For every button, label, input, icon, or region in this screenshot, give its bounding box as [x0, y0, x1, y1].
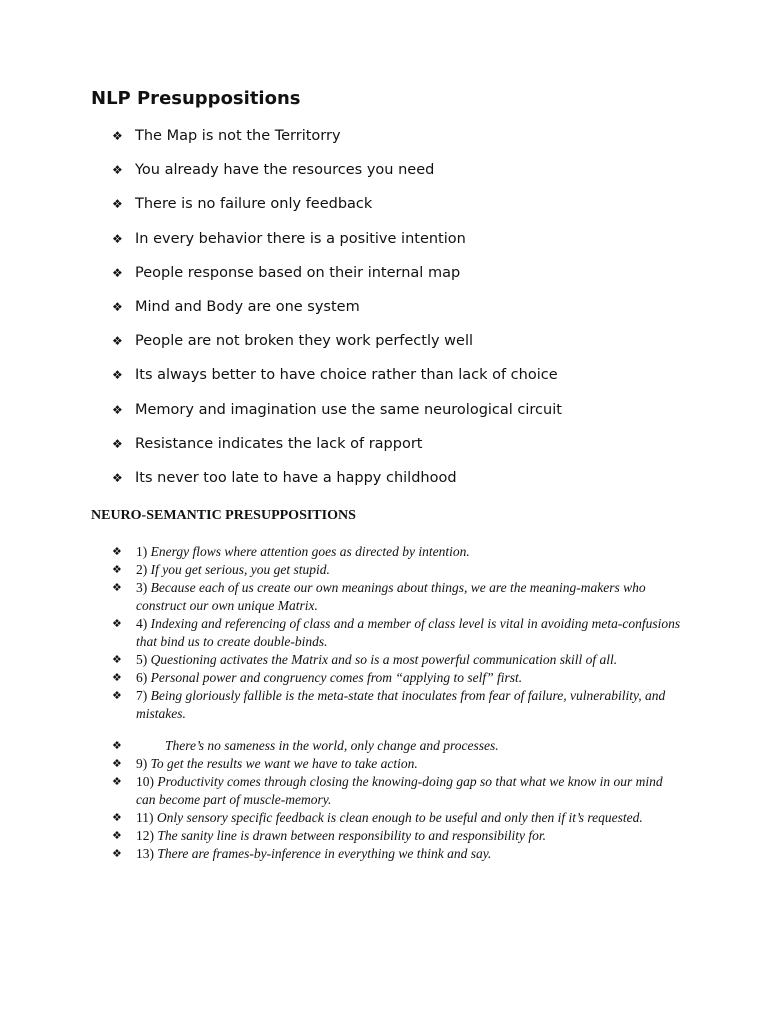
diamond-bullet-icon: ❖: [112, 545, 122, 558]
list-item-text: In every behavior there is a positive intention: [135, 230, 466, 247]
diamond-bullet-icon: ❖: [112, 653, 122, 666]
list-item: [112, 579, 682, 615]
list-item-text: Questioning activates the Matrix and so is a most powerful communication skill of all.: [150, 652, 618, 667]
item-number: 10): [136, 774, 158, 789]
diamond-bullet-icon: ❖: [112, 739, 122, 752]
list-item: [112, 543, 682, 561]
list-item: [112, 126, 732, 160]
diamond-bullet-icon: ❖: [112, 470, 123, 485]
list-item: [112, 687, 682, 723]
diamond-bullet-icon: ❖: [112, 811, 122, 824]
diamond-bullet-icon: ❖: [112, 197, 123, 212]
list-item: [112, 737, 682, 755]
item-number: 11): [136, 810, 157, 825]
list-item: [112, 400, 732, 434]
list-item-text: To get the results we want we have to take action.: [150, 756, 418, 771]
item-number: 13): [136, 846, 158, 861]
nlp-presuppositions-list: [112, 126, 732, 502]
diamond-bullet-icon: ❖: [112, 671, 122, 684]
list-item: [112, 755, 682, 773]
list-item: [112, 263, 732, 297]
diamond-bullet-icon: ❖: [112, 689, 122, 702]
list-item: [112, 468, 732, 502]
list-item-text: Because each of us create our own meanings about things, we are the meaning-makers who construct our own unique Matrix.: [136, 580, 646, 613]
list-item: [112, 845, 682, 863]
list-item: [112, 194, 732, 228]
list-item-text: Energy flows where attention goes as directed by intention.: [150, 544, 470, 559]
list-item: [112, 669, 682, 687]
list-item: [112, 651, 682, 669]
list-item-text: The sanity line is drawn between responsibility to and responsibility for.: [157, 828, 546, 843]
list-item: [112, 331, 732, 365]
list-item: [112, 297, 732, 331]
list-item: [112, 365, 732, 399]
item-number: 12): [136, 828, 158, 843]
list-item-text: Personal power and congruency comes from “applying to self” first.: [150, 670, 523, 685]
list-item-text: There’s no sameness in the world, only change and processes.: [165, 738, 499, 753]
item-number: 9): [136, 756, 151, 771]
list-item-text: The Map is not the Territorry: [135, 128, 341, 144]
diamond-bullet-icon: ❖: [112, 299, 123, 314]
diamond-bullet-icon: ❖: [112, 436, 123, 451]
list-item-text: People are not broken they work perfectly well: [135, 333, 474, 350]
list-item-text: Its never too late to have a happy childhood: [135, 469, 457, 486]
list-item: [112, 160, 732, 194]
diamond-bullet-icon: ❖: [112, 231, 123, 246]
list-item-text: Productivity comes through closing the knowing-doing gap so that what we know in our mind can become part of muscle-memory.: [136, 774, 663, 807]
list-item: [112, 809, 682, 827]
diamond-bullet-icon: ❖: [112, 847, 122, 860]
list-item: [112, 229, 732, 263]
list-item-text: Memory and imagination use the same neurological circuit: [135, 401, 562, 418]
list-item: [112, 434, 732, 468]
diamond-bullet-icon: ❖: [112, 368, 123, 383]
nlp-heading: NLP Presuppositions: [91, 88, 301, 109]
list-item: [112, 773, 682, 809]
diamond-bullet-icon: ❖: [112, 163, 123, 178]
list-item-text: There is no failure only feedback: [135, 196, 373, 213]
list-item-text: If you get serious, you get stupid.: [150, 562, 330, 577]
diamond-bullet-icon: ❖: [112, 129, 123, 143]
list-item-text: People response based on their internal map: [135, 264, 461, 281]
diamond-bullet-icon: ❖: [112, 757, 122, 770]
diamond-bullet-icon: ❖: [112, 829, 122, 842]
diamond-bullet-icon: ❖: [112, 581, 122, 594]
diamond-bullet-icon: ❖: [112, 775, 122, 788]
item-number: 3): [136, 580, 151, 595]
list-item: [112, 827, 682, 845]
list-item: [112, 561, 682, 579]
diamond-bullet-icon: ❖: [112, 402, 123, 417]
diamond-bullet-icon: ❖: [112, 334, 123, 349]
item-number: 4): [136, 616, 151, 631]
item-number: 5): [136, 652, 151, 667]
list-item: [112, 615, 682, 651]
item-number: 2): [136, 562, 151, 577]
list-item-text: Its always better to have choice rather than lack of choice: [135, 367, 558, 384]
list-item-text: You already have the resources you need: [135, 162, 435, 179]
item-number: 1): [136, 544, 151, 559]
item-number: 7): [136, 688, 151, 703]
diamond-bullet-icon: ❖: [112, 265, 123, 280]
diamond-bullet-icon: ❖: [112, 617, 122, 630]
list-item-text: Mind and Body are one system: [135, 298, 360, 315]
item-number: 6): [136, 670, 151, 685]
list-item-text: Only sensory specific feedback is clean enough to be useful and only then if it’s requested.: [156, 810, 643, 825]
diamond-bullet-icon: ❖: [112, 563, 122, 576]
neuro-semantic-heading: NEURO-SEMANTIC PRESUPPOSITIONS: [91, 508, 356, 523]
neuro-semantic-list: [112, 543, 682, 863]
list-item-text: There are frames-by-inference in everything we think and say.: [157, 846, 492, 861]
list-item-text: Indexing and referencing of class and a member of class level is vital in avoiding meta-confusions that bind us to create double-binds.: [136, 616, 681, 649]
list-item-text: Resistance indicates the lack of rapport: [135, 435, 423, 452]
list-item-text: Being gloriously fallible is the meta-state that inoculates from fear of failure, vulnerability, and mistakes.: [136, 688, 666, 721]
